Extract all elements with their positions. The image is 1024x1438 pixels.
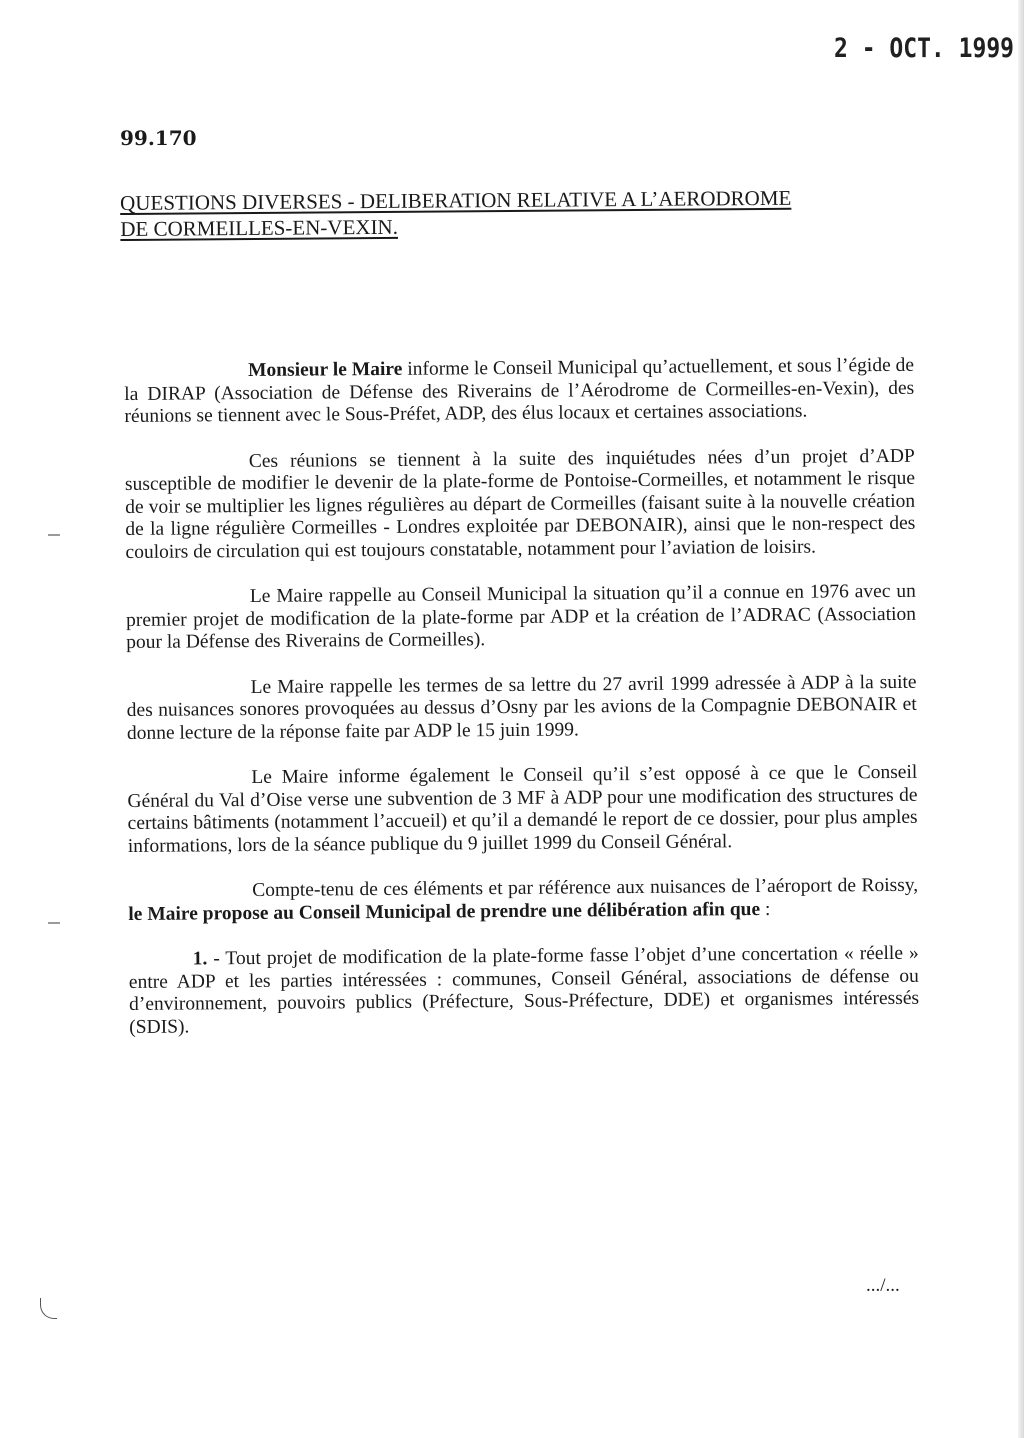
paragraph-3: Le Maire rappelle au Conseil Municipal la situation qu’il a connue en 1976 avec un premier projet de modification de la plate-forme par ADP et la création de l’ADRAC (Association pour la Défense des Riverains de Cormeilles).: [125, 580, 917, 653]
margin-mark-middle: [48, 922, 60, 924]
paragraph-2: Ces réunions se tiennent à la suite des inquiétudes nées d’un projet d’ADP susceptible de modifier le devenir de la plate-forme de Pontoise-Cormeilles, et notamment le risque de voir se multiplier les lignes régulières au départ de Cormeilles (faisant suite à la nouvelle création de la ligne régulière Cormeilles - Londres exploitée par DEBONAIR), ainsi que le non-respect des couloirs de circulation qui est toujours constatable, notamment pour l’aviation de loisirs.: [124, 445, 916, 563]
paragraph-6-end: :: [760, 898, 771, 920]
page-edge-shadow: [1018, 0, 1024, 1438]
paragraph-6: [128, 875, 918, 926]
deliberation-title: [120, 184, 906, 242]
date-stamp: 2 - OCT. 1999: [834, 34, 1015, 64]
paragraph-4: Le Maire rappelle les termes de sa lettre du 27 avril 1999 adressée à ADP à la suite des nuisances sonores provoquées au dessus d’Osny par les avions de la Compagnie DEBONAIR et donne lecture de la réponse faite par ADP le 15 juin 1999.: [126, 671, 917, 744]
paragraph-6-text: Compte-tenu de ces éléments et par référence aux nuisances de l’aéroport de Roissy,: [252, 874, 919, 902]
deliberation-reference: 99.170: [120, 126, 197, 150]
paragraph-1: [124, 355, 915, 429]
paragraph-1-text: informe le Conseil Municipal qu’actuellement, et sous l’égide de la DIRAP (Association de Défense des Riverains de l’Aérodrome de Cormeilles-en-Vexin), des réunions se tiennent avec le Sous-Préfet, ADP, des élus locaux et certaines associations.: [124, 354, 915, 427]
document-body: [124, 355, 919, 1062]
title-line-1: QUESTIONS DIVERSES - DELIBERATION RELATIVE A L’AERODROME: [120, 185, 792, 215]
paragraph-5: Le Maire informe également le Conseil qu’il s’est opposé à ce que le Conseil Général du Val d’Oise verse une subvention de 3 MF à ADP pour une modification des structures de certains bâtiments (notamment l’accueil) et qu’il a demandé le report de ce dossier, pour plus amples informations, lors de la séance publique du 9 juillet 1999 du Conseil Général.: [127, 761, 918, 857]
title-line-2: DE CORMEILLES-EN-VEXIN.: [120, 214, 399, 241]
continuation-marker: .../...: [866, 1275, 900, 1296]
list-item-1-number: 1.: [192, 948, 208, 970]
list-item-1: [129, 943, 920, 1039]
paragraph-1-lead: Monsieur le Maire: [247, 358, 403, 382]
margin-mark-top: [48, 534, 60, 536]
paragraph-6-bold: le Maire propose au Conseil Municipal de prendre une délibération afin que: [128, 898, 761, 925]
margin-mark-bottom: [40, 1298, 57, 1319]
list-item-1-text: - Tout projet de modification de la plate-forme fasse l’objet d’une concertation « réelle » entre ADP et les parties intéressées : communes, Conseil Général, associations de défense ou d’environnement, pouvoirs publics (Préfecture, Sous-Préfecture, DDE) et organismes intéressés (SDIS).: [128, 942, 920, 1038]
